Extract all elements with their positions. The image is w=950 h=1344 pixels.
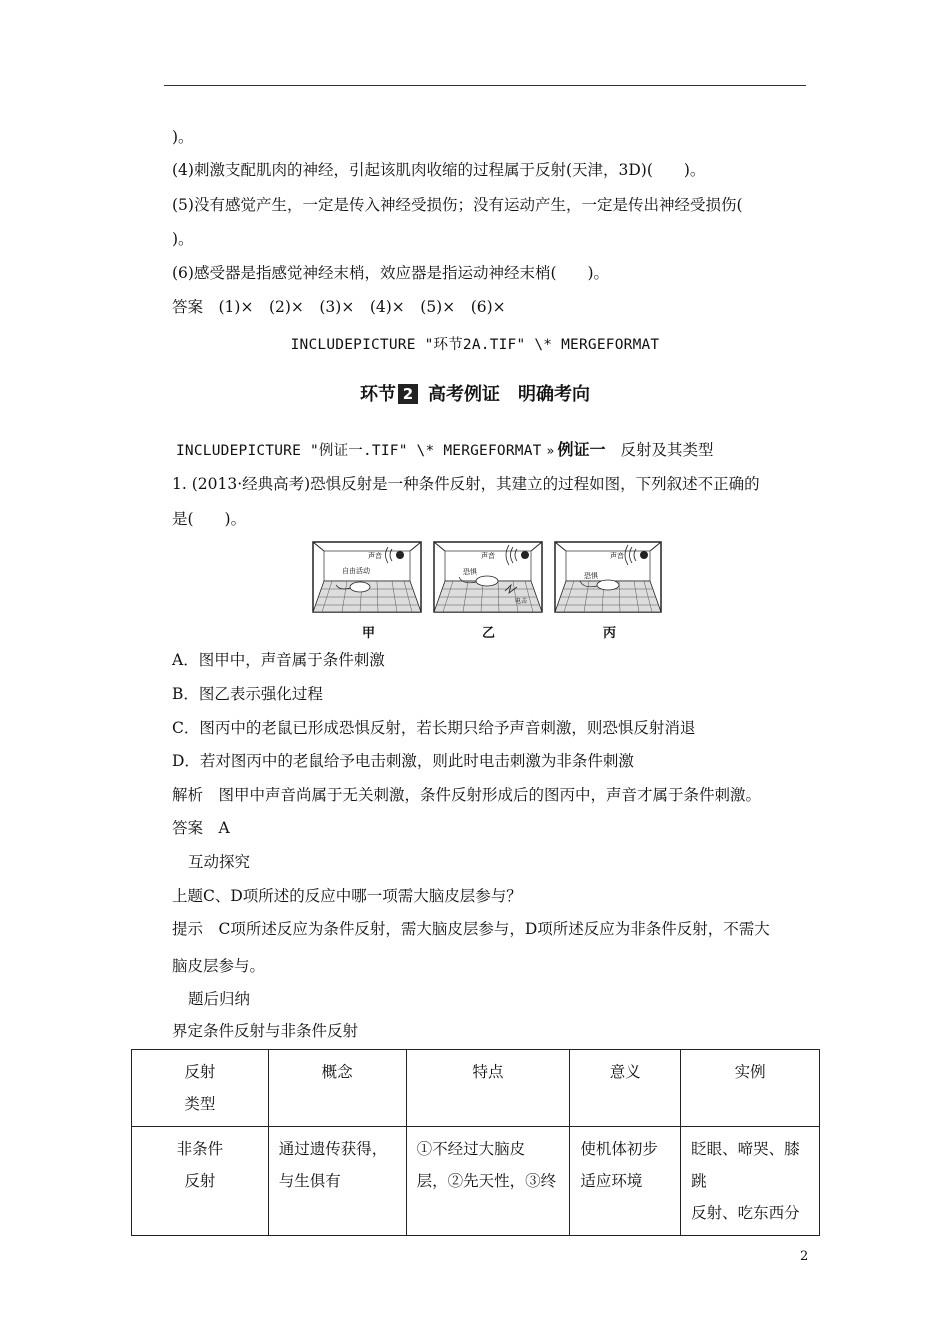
hint-line-2: 脑皮层参与。	[172, 957, 266, 975]
panel-jia-illustration	[313, 542, 421, 612]
include-field-1: INCLUDEPICTURE "环节2A.TIF" \* MERGEFORMAT	[290, 337, 660, 353]
text-line-4: )。	[172, 230, 194, 248]
header-type-1: 反射	[184, 1063, 216, 1081]
text-line-5: (6)感受器是指感觉神经末梢，效应器是指运动神经末梢( )。	[172, 264, 610, 282]
example-label: 例证一	[557, 440, 606, 459]
table-row	[132, 1127, 820, 1236]
option-d: D．若对图丙中的老鼠给予电击刺激，则此时电击刺激为非条件刺激	[172, 752, 634, 770]
header-cell	[132, 1050, 269, 1127]
section-number-badge: 2	[398, 384, 418, 404]
analysis-line: 解析 图甲中声音尚属于无关刺激，条件反射形成后的图丙中，声音才属于条件刺激。	[172, 786, 762, 804]
text-line-3: (5)没有感觉产生，一定是传入神经受损伤；没有运动产生，一定是传出神经受损伤(	[172, 196, 743, 214]
header-cell: 概念	[268, 1050, 406, 1127]
example-topic: 反射及其类型	[620, 441, 714, 459]
question-stem-1: 1. (2013·经典高考)恐惧反射是一种条件反射，其建立的过程如图，下列叙述不正确的	[172, 475, 760, 493]
explore-title: 互动探究	[188, 853, 251, 871]
free-label: 自由活动	[342, 567, 370, 575]
sound-label-3: 声音	[610, 552, 624, 560]
option-c: C．图丙中的老鼠已形成恐惧反射，若长期只给予声音刺激，则恐惧反射消退	[172, 719, 696, 737]
panel-label-bing: 丙	[603, 626, 617, 641]
hint-line-1: 提示 C项所述反应为条件反射，需大脑皮层参与，D项所述反应为非条件反射，不需大	[172, 920, 770, 938]
table-cell: 眨眼、啼哭、膝跳 反射、吃东西分	[681, 1127, 820, 1236]
fear-label-2: 恐惧	[584, 572, 598, 580]
header-cell: 实例	[681, 1050, 820, 1127]
summary-title: 题后归纳	[188, 990, 251, 1008]
summary-subtitle: 界定条件反射与非条件反射	[172, 1022, 359, 1040]
explore-question: 上题C、D项所述的反应中哪一项需大脑皮层参与？	[172, 887, 522, 905]
page-number: 2	[800, 1249, 809, 1264]
example-line	[176, 440, 713, 462]
panel-yi-illustration	[434, 542, 542, 612]
table-cell: 通过遗传获得， 与生俱有	[268, 1127, 406, 1236]
sound-label: 声音	[368, 552, 382, 560]
text-line-2: (4)刺激支配肌肉的神经，引起该肌肉收缩的过程属于反射(天津，3D)( )。	[172, 161, 706, 179]
panel-label-yi: 乙	[482, 626, 496, 641]
section-title: 高考例证 明确考向	[428, 384, 590, 405]
sound-label-2: 声音	[481, 552, 495, 560]
table-header-row	[132, 1050, 820, 1127]
table-cell: ①不经过大脑皮 层，②先天性，③终	[406, 1127, 570, 1236]
option-b: B．图乙表示强化过程	[172, 685, 323, 703]
include-field-2: INCLUDEPICTURE "例证一.TIF" \* MERGEFORMAT	[176, 443, 542, 459]
header-cell: 意义	[570, 1050, 681, 1127]
table-cell: 使机体初步 适应环境	[570, 1127, 681, 1236]
fear-label: 恐惧	[463, 568, 477, 576]
double-arrow-icon: »	[546, 444, 552, 459]
reflex-comparison-table	[131, 1049, 820, 1236]
header-type-2: 类型	[184, 1095, 216, 1113]
answer-a-line: 答案 A	[172, 819, 230, 837]
header-rule	[164, 85, 806, 86]
option-a: A．图甲中，声音属于条件刺激	[172, 651, 385, 669]
header-cell: 特点	[406, 1050, 570, 1127]
section-prefix: 环节	[360, 384, 396, 405]
panel-bing-illustration	[555, 542, 661, 612]
panel-label-jia: 甲	[362, 626, 376, 641]
section-heading	[0, 380, 950, 406]
table-cell: 非条件 反射	[132, 1127, 269, 1236]
text-line-1: )。	[172, 128, 194, 146]
shock-label: 电击	[515, 598, 528, 605]
question-stem-2: 是( )。	[172, 510, 247, 528]
answer-line: 答案 (1)× (2)× (3)× (4)× (5)× (6)×	[172, 298, 506, 316]
